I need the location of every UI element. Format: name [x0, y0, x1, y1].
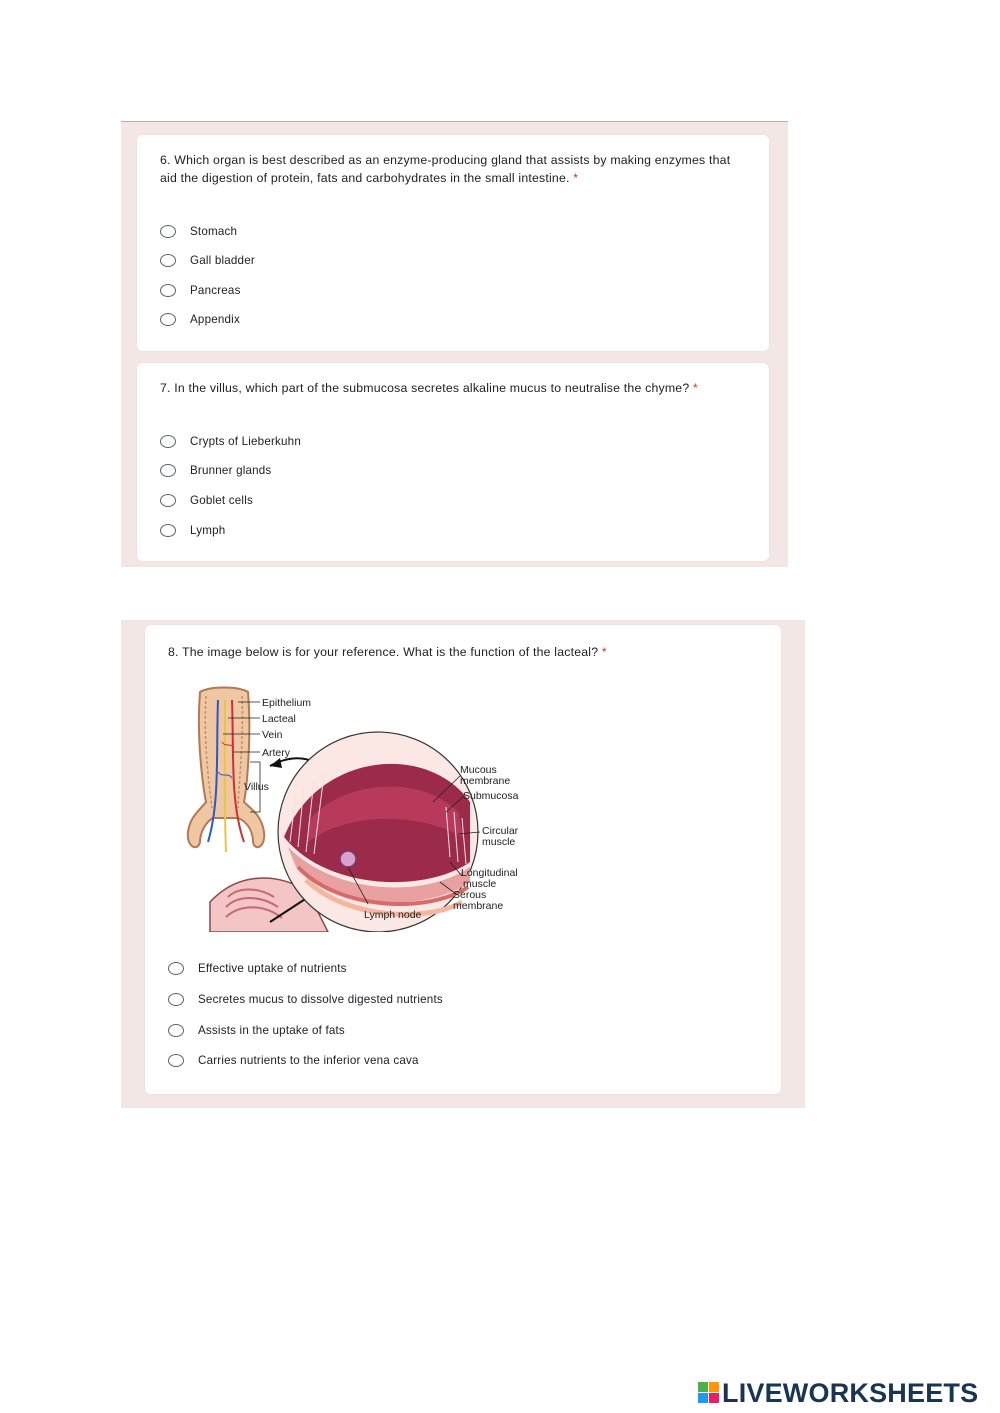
radio-button[interactable] — [168, 1054, 184, 1067]
question-8-text — [168, 643, 768, 661]
radio-button[interactable] — [160, 464, 176, 477]
q7-option-crypts[interactable] — [160, 431, 301, 451]
label-vein: Vein — [262, 729, 283, 741]
label-lymph-node: Lymph node — [364, 909, 422, 921]
question-6-text — [160, 151, 750, 187]
option-label: Assists in the uptake of fats — [198, 1023, 345, 1037]
question-8-label: 8. The image below is for your reference. What is the function of the lacteal? — [168, 645, 599, 659]
option-label: Stomach — [190, 224, 238, 238]
villus-illustration — [188, 688, 264, 853]
label-artery: Artery — [262, 747, 291, 759]
radio-button[interactable] — [160, 494, 176, 507]
radio-button[interactable] — [160, 524, 176, 537]
label-lacteal: Lacteal — [262, 713, 296, 725]
option-label: Carries nutrients to the inferior vena cava — [198, 1053, 419, 1067]
label-mucous-1: Mucous — [460, 764, 497, 776]
question-card-6 — [137, 135, 769, 351]
brand-name: LIVEWORKSHEETS — [722, 1377, 979, 1408]
option-label: Appendix — [190, 312, 240, 326]
radio-button[interactable] — [160, 225, 176, 238]
radio-button[interactable] — [168, 962, 184, 975]
label-mucous-2: membrane — [460, 775, 511, 787]
question-6-label: 6. Which organ is best described as an enzyme-producing gland that assists by making enzymes that aid the digestion of protein, fats and carbohydrates in the small intestine. — [160, 153, 731, 185]
q6-option-pancreas[interactable] — [160, 280, 241, 300]
radio-button[interactable] — [160, 313, 176, 326]
option-label: Pancreas — [190, 283, 241, 297]
option-label: Goblet cells — [190, 493, 253, 507]
required-asterisk: * — [573, 171, 579, 185]
q6-option-stomach[interactable] — [160, 221, 237, 241]
label-serous-1: Serous — [453, 889, 487, 901]
option-label: Brunner glands — [190, 463, 272, 477]
q8-option-vena-cava[interactable] — [168, 1050, 419, 1070]
radio-button[interactable] — [160, 435, 176, 448]
label-longitudinal-2: muscle — [463, 878, 497, 890]
required-asterisk: * — [693, 381, 699, 395]
q7-option-lymph[interactable] — [160, 520, 225, 540]
label-circular-1: Circular — [482, 825, 519, 837]
option-label: Secretes mucus to dissolve digested nutrients — [198, 992, 443, 1006]
label-longitudinal-1: Longitudinal — [461, 867, 518, 879]
q8-option-secretes-mucus[interactable] — [168, 989, 443, 1009]
label-submucosa: Submucosa — [463, 790, 519, 802]
q8-option-uptake-nutrients[interactable] — [168, 958, 347, 978]
option-label: Gall bladder — [190, 253, 255, 267]
label-circular-2: muscle — [482, 836, 516, 848]
q8-option-uptake-fats[interactable] — [168, 1020, 345, 1040]
villus-diagram — [178, 682, 548, 932]
q7-option-goblet[interactable] — [160, 490, 253, 510]
question-7-text — [160, 379, 750, 397]
option-label: Lymph — [190, 523, 226, 537]
required-asterisk: * — [601, 645, 607, 659]
question-7-label: 7. In the villus, which part of the submucosa secretes alkaline mucus to neutralise the chyme? — [160, 381, 690, 395]
option-label: Crypts of Lieberkuhn — [190, 434, 301, 448]
q6-option-appendix[interactable] — [160, 309, 240, 329]
radio-button[interactable] — [160, 284, 176, 297]
option-label: Effective uptake of nutrients — [198, 961, 347, 975]
liveworksheets-brand — [698, 1377, 978, 1409]
question-card-7 — [137, 363, 769, 561]
liveworksheets-logo-icon — [698, 1382, 720, 1404]
radio-button[interactable] — [168, 993, 184, 1006]
label-serous-2: membrane — [453, 900, 504, 912]
q7-option-brunner[interactable] — [160, 460, 271, 480]
radio-button[interactable] — [160, 254, 176, 267]
wall-cross-section — [278, 732, 478, 932]
radio-button[interactable] — [168, 1024, 184, 1037]
q6-option-gall-bladder[interactable] — [160, 250, 255, 270]
label-epithelium: Epithelium — [262, 697, 312, 709]
label-villus: Villus — [244, 781, 269, 793]
